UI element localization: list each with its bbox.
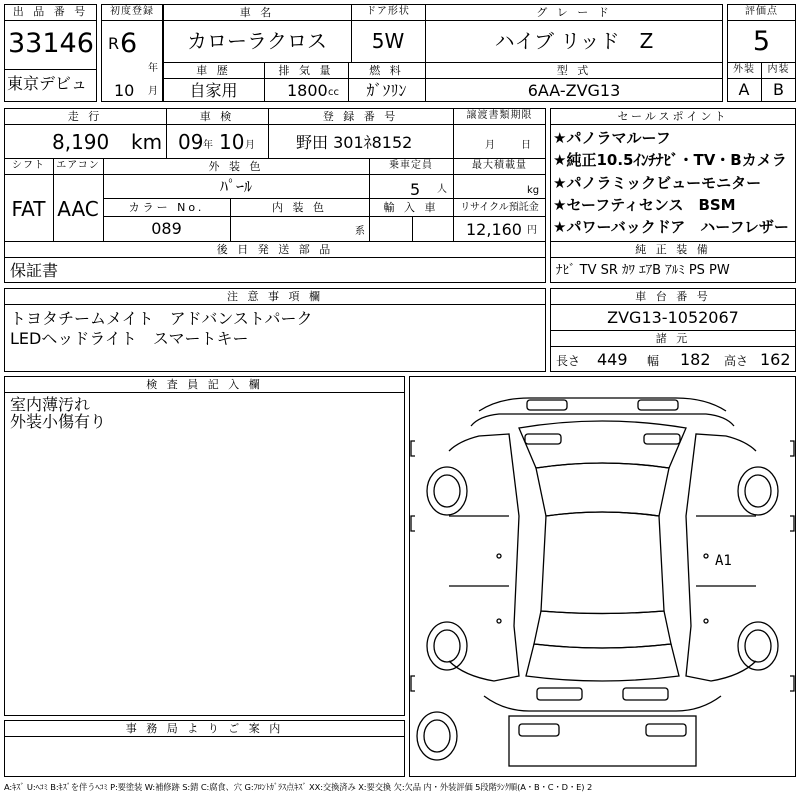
inspection-label: 車 検: [199, 110, 235, 123]
interior-color-label: 内 装 色: [272, 201, 327, 214]
mileage: 8,190: [52, 130, 110, 154]
fuel: ｶﾞｿﾘﾝ: [366, 81, 407, 100]
sales-point-1: ★パノラマルーフ: [553, 129, 671, 147]
interior-grade: B: [773, 80, 784, 99]
month-unit: 月: [148, 86, 158, 97]
sales-point-2: ★純正10.5ｲﾝﾁﾅﾋﾞ・TV・Bカメラ: [553, 151, 787, 169]
grade: ハイブ リッド Z: [494, 29, 654, 53]
note-line-1: トヨタチームメイト アドバンストパーク: [10, 309, 313, 328]
model-code-label: 型 式: [556, 64, 592, 77]
auction-site: 東京デビュ: [7, 74, 88, 93]
registration-month: 10: [114, 81, 135, 100]
chassis-number: ZVG13-1052067: [607, 308, 739, 327]
shift: FAT: [11, 197, 46, 221]
history-label: 車 歴: [196, 64, 231, 77]
docs-day-unit: 日: [521, 140, 531, 151]
registration-year: 6: [120, 28, 138, 59]
chassis-label: 車 台 番 号: [635, 290, 711, 303]
score-label: 評価点: [745, 6, 778, 17]
exterior-grade-label: 外装: [733, 64, 755, 75]
year-unit: 年: [148, 63, 158, 74]
load-unit: kg: [527, 185, 540, 196]
era: R: [108, 34, 120, 53]
car-name-label: 車 名: [239, 6, 275, 19]
import-label: 輸 入 車: [383, 201, 439, 214]
displacement-label: 排 気 量: [278, 64, 334, 77]
capacity: 5: [410, 180, 421, 199]
later-parts-label: 後 日 発 送 部 品: [216, 243, 334, 256]
inspector-label: 検 査 員 記 入 欄: [146, 378, 263, 391]
capacity-unit: 人: [437, 184, 447, 195]
width-label: 幅: [647, 354, 660, 368]
color-number-label: カラー No.: [128, 201, 205, 214]
note-line-2: LEDヘッドライト スマートキー: [10, 329, 249, 348]
capacity-label: 乗車定員: [389, 160, 433, 171]
inspector-line-1: 室内薄汚れ: [10, 395, 91, 414]
displacement: 1800: [287, 81, 328, 100]
inspection-year: 09: [178, 130, 204, 154]
history: 自家用: [189, 81, 238, 100]
inspection-month-unit: 月: [245, 140, 255, 151]
docs-label: 譲渡書類期限: [466, 110, 533, 121]
recycle-label: リサイクル預託金: [460, 202, 539, 213]
inspection-year-unit: 年: [203, 140, 213, 151]
recycle-amount: 12,160: [466, 220, 522, 239]
equipment: ﾅﾋﾞ TV SR ｶﾜ ｴｱB ｱﾙﾐ PS PW: [556, 263, 730, 278]
later-parts: 保証書: [10, 261, 59, 280]
equipment-label: 純 正 装 備: [635, 243, 711, 256]
mileage-unit: km: [131, 130, 163, 154]
interior-grade-label: 内装: [767, 64, 790, 75]
office-label: 事 務 局 よ り ご 案 内: [125, 722, 284, 735]
recycle-unit: 円: [527, 225, 537, 236]
score: 5: [752, 26, 771, 57]
exterior-grade: A: [738, 80, 750, 99]
length: 449: [597, 350, 628, 369]
length-label: 長さ: [556, 354, 581, 368]
legend: A:ｷｽﾞ U:ﾍｺﾐ B:ｷｽﾞを伴うﾍｺﾐ P:要塗装 W:補修跡 S:錆 C:腐食、穴 G:ﾌﾛﾝﾄｶﾞﾗｽ点ｷｽﾞ XX:交換済み X:要交換 欠:欠品 内・外装評価 5段階ﾗﾝｸ順(A・B・C・D・E) 2: [4, 782, 593, 792]
grade-label: グ レ ー ド: [536, 6, 612, 19]
ac-label: エアコン: [56, 160, 100, 171]
color: ﾊﾟｰﾙ: [219, 177, 252, 196]
lot-number-label: 出 品 番 号: [12, 5, 89, 18]
sales-point-3: ★パノラミックビューモニター: [553, 174, 762, 192]
dimensions-label: 諸 元: [655, 332, 691, 345]
color-label: 外 装 色: [208, 160, 264, 173]
sales-points-label: セールスポイント: [617, 110, 729, 123]
height: 162: [760, 350, 791, 369]
color-number: 089: [151, 219, 182, 238]
mileage-label: 走 行: [67, 110, 103, 123]
interior-color-unit: 系: [355, 226, 365, 237]
first-registration-label: 初度登録: [110, 6, 154, 17]
plate-label: 登 録 番 号: [322, 110, 399, 123]
doors-label: ドア形状: [366, 6, 410, 17]
lot-number: 33146: [8, 28, 94, 59]
width: 182: [680, 350, 711, 369]
docs-month-unit: 月: [485, 140, 495, 151]
doors: 5W: [371, 29, 405, 53]
damage-mark: A1: [715, 553, 732, 569]
car-diagram: [409, 376, 796, 777]
load-label: 最大積載量: [472, 160, 527, 171]
model-code: 6AA-ZVG13: [527, 81, 621, 100]
inspection-month: 10: [219, 130, 245, 154]
plate: 野田 301ﾈ8152: [296, 133, 413, 152]
displacement-unit: cc: [328, 87, 339, 98]
shift-label: シフト: [12, 160, 45, 171]
fuel-label: 燃 料: [369, 64, 404, 77]
inspector-line-2: 外装小傷有り: [10, 412, 107, 431]
notes-label: 注 意 事 項 欄: [227, 290, 323, 303]
sales-point-4: ★セーフティセンス BSM: [553, 196, 736, 214]
height-label: 高さ: [724, 354, 749, 368]
ac: AAC: [57, 197, 99, 221]
sales-point-5: ★パワーバックドア ハーフレザー: [553, 218, 789, 236]
car-name: カローラクロス: [187, 29, 327, 53]
